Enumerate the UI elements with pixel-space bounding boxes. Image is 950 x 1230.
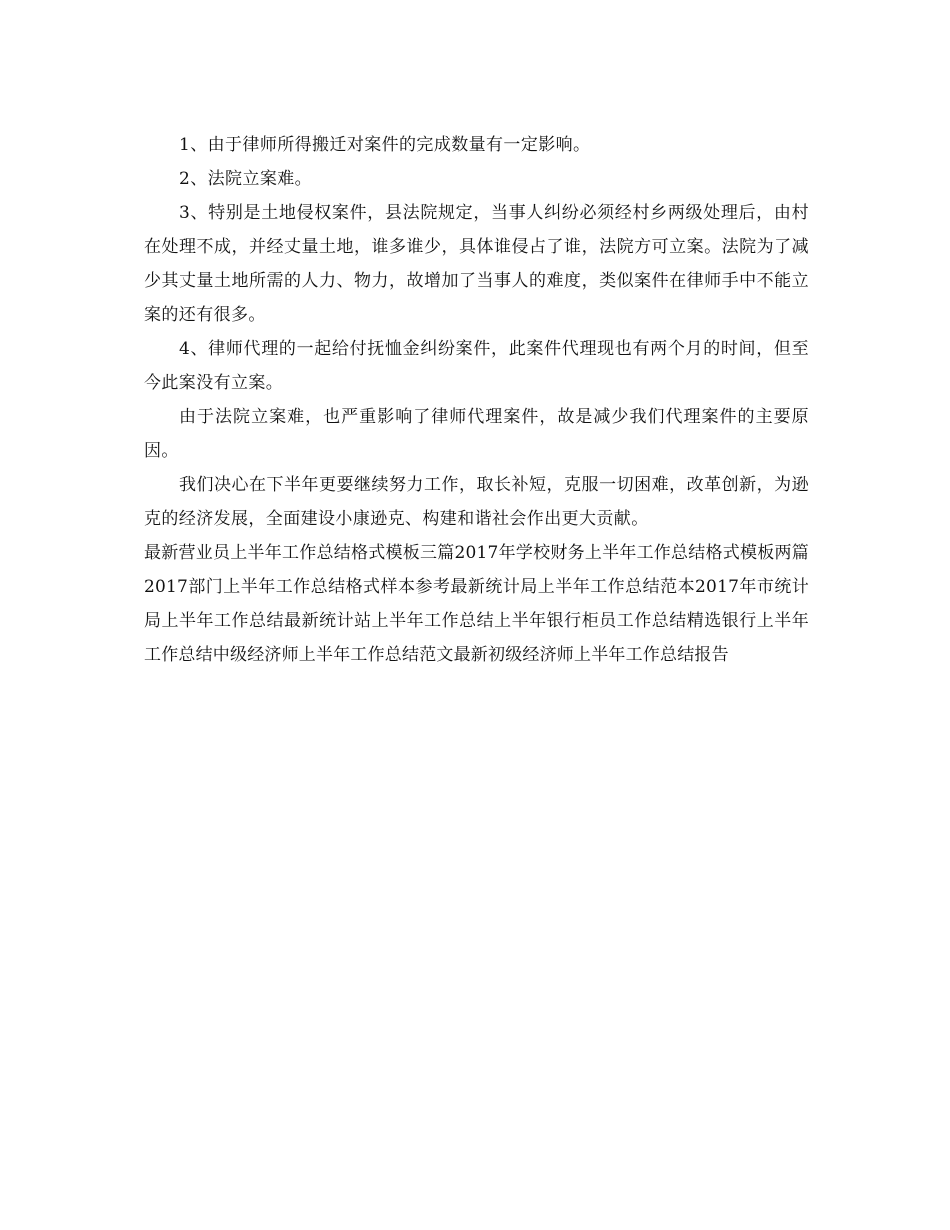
- related-articles-text: 最新营业员上半年工作总结格式模板三篇2017年学校财务上半年工作总结格式模板两篇2017部门上半年工作总结格式样本参考最新统计局上半年工作总结范本2017年市统计局上半年工作总结最新统计站上半年工作总结上半年银行柜员工作总结精选银行上半年工作总结中级经济师上半年工作总结范文最新初级经济师上半年工作总结报告: [144, 543, 809, 665]
- paragraph-4: 4、律师代理的一起给付抚恤金纠纷案件，此案件代理现也有两个月的时间，但至今此案没有立案。: [144, 339, 809, 393]
- paragraph-3: 3、特别是土地侵权案件，县法院规定，当事人纠纷必须经村乡两级处理后，由村在处理不成，并经丈量土地，谁多谁少，具体谁侵占了谁，法院方可立案。法院为了减少其丈量土地所需的人力、物力，故增加了当事人的难度，类似案件在律师手中不能立案的还有很多。: [144, 203, 809, 325]
- paragraph-2: 2、法院立案难。: [179, 169, 313, 189]
- paragraph-6: 我们决心在下半年更要继续努力工作，取长补短，克服一切困难，改革创新，为逊克的经济发展，全面建设小康逊克、构建和谐社会作出更大贡献。: [144, 475, 809, 529]
- document-body: [144, 128, 809, 672]
- paragraph-1: 1、由于律师所得搬迁对案件的完成数量有一定影响。: [179, 135, 591, 155]
- paragraph-5: 由于法院立案难，也严重影响了律师代理案件，故是减少我们代理案件的主要原因。: [144, 407, 809, 461]
